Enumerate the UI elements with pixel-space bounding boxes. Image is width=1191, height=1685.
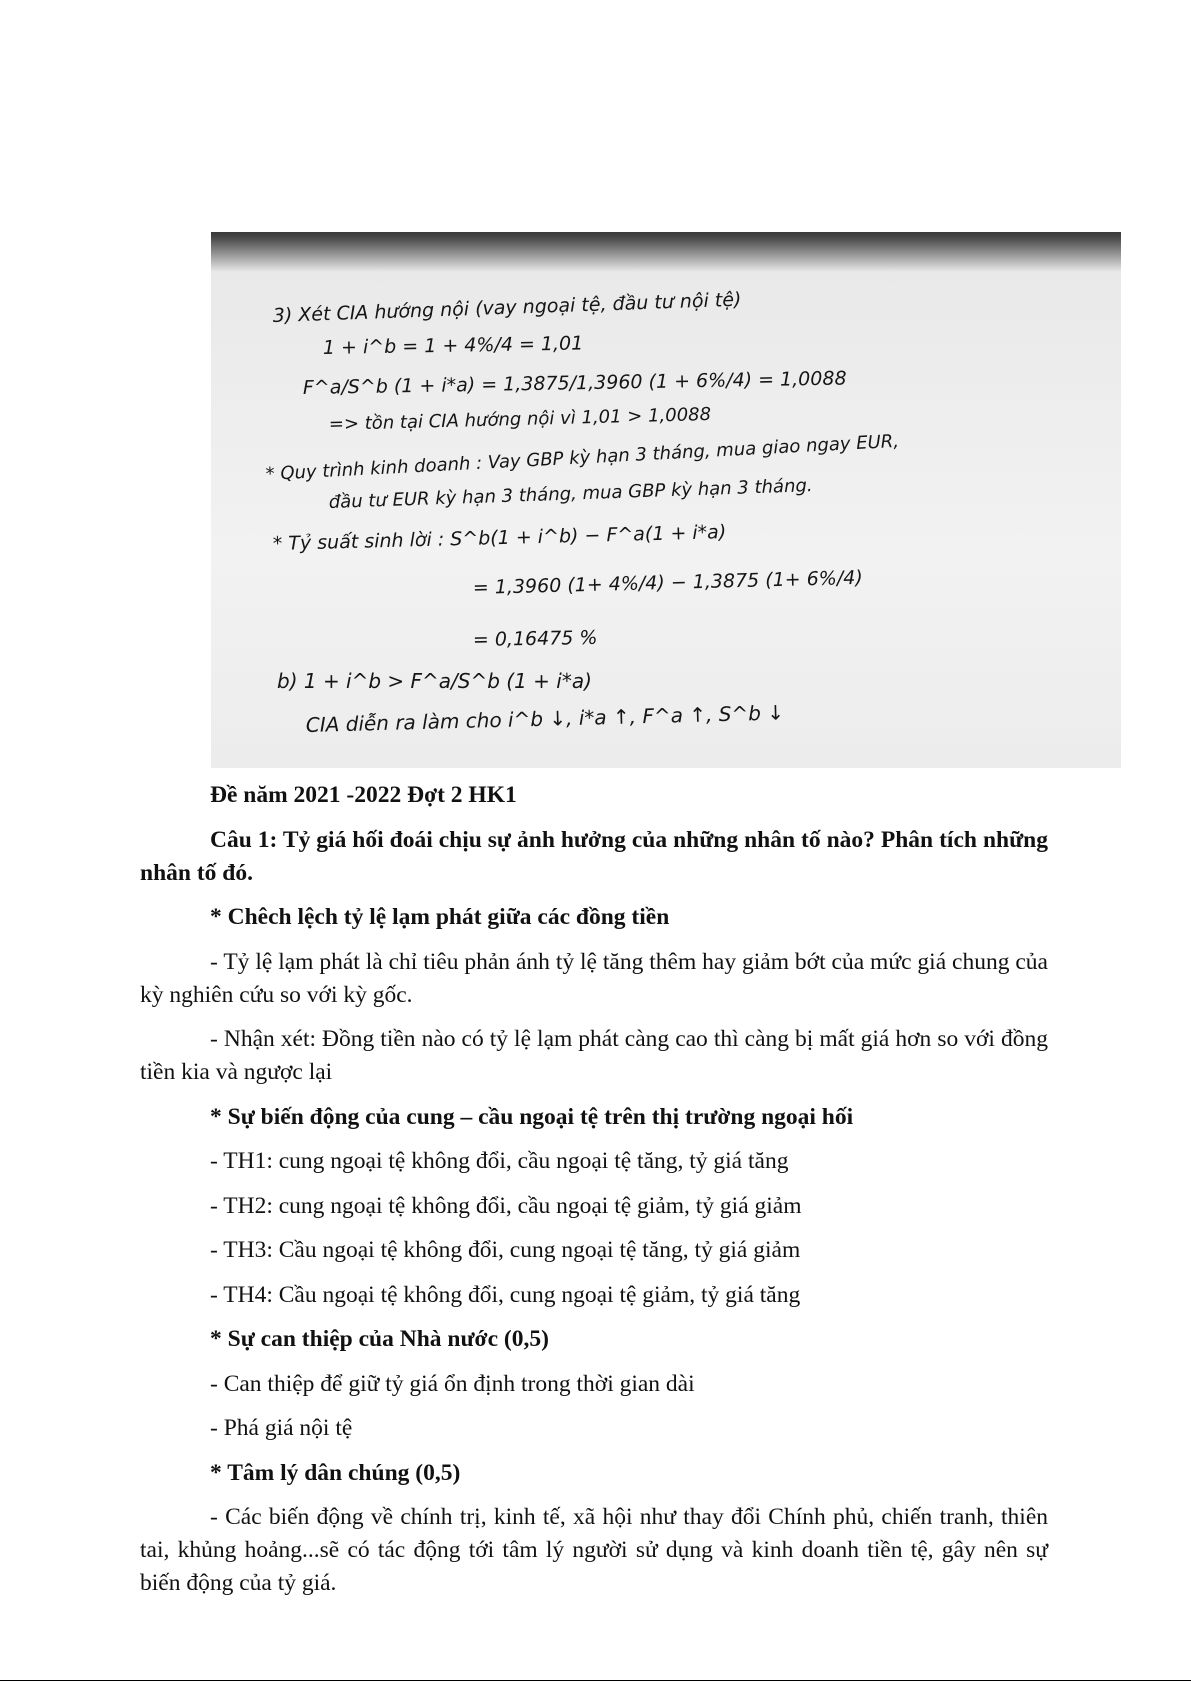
section-state-intervention-title: * Sự can thiệp của Nhà nước (0,5): [210, 1326, 549, 1352]
section-inflation-title: * Chêch lệch tỷ lệ lạm phát giữa các đồng tiền: [210, 904, 670, 930]
note-line-4: => tồn tại CIA hướng nội vì 1,01 > 1,0088: [328, 403, 712, 435]
document-body: [140, 779, 1048, 1612]
section-public-sentiment-title: * Tâm lý dân chúng (0,5): [210, 1459, 461, 1486]
state-intervention-item-1: - Can thiệp để giữ tỷ giá ổn định trong thời gian dài: [210, 1370, 695, 1397]
case-th4: - TH4: Cầu ngoại tệ không đổi, cung ngoại tệ giảm, tỷ giá tăng: [210, 1281, 801, 1308]
section-inflation-definition: - Tỷ lệ lạm phát là chỉ tiêu phản ánh tỷ lệ tăng thêm hay giảm bớt của mức giá chung của kỳ nghiên cứu so với kỳ gốc.: [140, 948, 1048, 1008]
note-line-7: * Tỷ suất sinh lời : S^b(1 + i^b) − F^a(1 + i*a): [272, 521, 727, 555]
note-line-5: * Quy trình kinh doanh : Vay GBP kỳ hạn 3 tháng, mua giao ngay EUR,: [265, 430, 900, 485]
note-line-9: = 0,16475 %: [472, 626, 598, 651]
public-sentiment-text: - Các biến động về chính trị, kinh tế, xã hội như thay đổi Chính phủ, chiến tranh, thiên tai, khủng hoảng...sẽ có tác động tới tâm lý người sử dụng và kinh doanh tiền tệ, gây nên sự biến động của tỷ giá.: [140, 1504, 1048, 1596]
note-line-2: 1 + i^b = 1 + 4%/4 = 1,01: [322, 332, 584, 359]
question-1: Câu 1: Tỷ giá hối đoái chịu sự ảnh hưởng của những nhân tố nào? Phân tích những nhân tố đó.: [140, 826, 1048, 886]
note-line-10: b) 1 + i^b > F^a/S^b (1 + i*a): [277, 669, 592, 693]
note-line-6: đầu tư EUR kỳ hạn 3 tháng, mua GBP kỳ hạn 3 tháng.: [328, 475, 813, 513]
case-th3: - TH3: Cầu ngoại tệ không đổi, cung ngoại tệ tăng, tỷ giá giảm: [210, 1237, 801, 1263]
case-th1: - TH1: cung ngoại tệ không đổi, cầu ngoại tệ tăng, tỷ giá tăng: [210, 1148, 789, 1174]
section-supply-demand-title: * Sự biến động của cung – cầu ngoại tệ trên thị trường ngoại hối: [210, 1103, 854, 1130]
section-inflation-remark: - Nhận xét: Đồng tiền nào có tỷ lệ lạm phát càng cao thì càng bị mất giá hơn so với đồng tiền kia và ngược lại: [140, 1026, 1048, 1085]
handwritten-note-svg: [211, 232, 1121, 768]
exam-heading: Đề năm 2021 -2022 Đợt 2 HK1: [210, 782, 517, 808]
note-line-1: 3) Xét CIA hướng nội (vay ngoại tệ, đầu tư nội tệ): [272, 288, 742, 327]
handwritten-note-photo: [211, 232, 1121, 768]
state-intervention-item-2: - Phá giá nội tệ: [210, 1415, 353, 1441]
note-line-3: F^a/S^b (1 + i*a) = 1,3875/1,3960 (1 + 6%/4) = 1,0088: [302, 367, 847, 399]
note-line-11: CIA diễn ra làm cho i^b ↓, i*a ↑, F^a ↑, S^b ↓: [305, 700, 785, 737]
page-bottom-rule: [0, 1680, 1191, 1681]
note-line-8: = 1,3960 (1+ 4%/4) − 1,3875 (1+ 6%/4): [472, 566, 864, 599]
case-th2: - TH2: cung ngoại tệ không đổi, cầu ngoại tệ giảm, tỷ giá giảm: [210, 1192, 802, 1219]
